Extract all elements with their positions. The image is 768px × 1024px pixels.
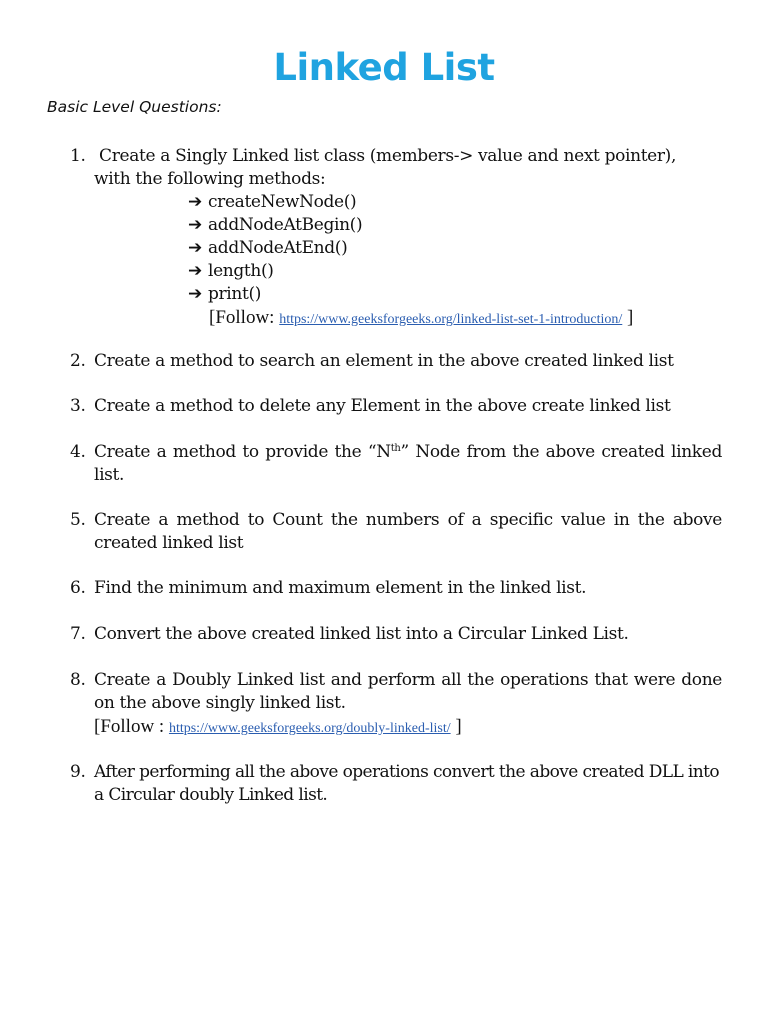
method-item xyxy=(188,237,347,260)
question-text xyxy=(94,145,722,191)
question-number: 2. xyxy=(70,351,86,371)
question-number: 3. xyxy=(70,396,86,416)
question-5 xyxy=(70,509,722,555)
method-name: createNewNode() xyxy=(208,192,357,212)
right-arrow-icon: ➔ xyxy=(188,192,202,212)
question-8 xyxy=(70,669,722,715)
question-text: Create a method to delete any Element in the above create linked list xyxy=(94,396,671,416)
question-6 xyxy=(70,577,722,600)
method-item xyxy=(188,191,356,214)
follow-suffix: ] xyxy=(450,716,462,737)
method-item xyxy=(188,260,274,283)
question-text: After performing all the above operations convert the above created DLL into a Circular doubly Linked list. xyxy=(94,762,719,805)
question-number: 6. xyxy=(70,578,86,598)
question-text-line: Create a Singly Linked list class (members-> value and next pointer), xyxy=(94,146,676,166)
reference-link[interactable]: https://www.geeksforgeeks.org/doubly-linked-list/ xyxy=(168,721,451,736)
reference-link[interactable]: https://www.geeksforgeeks.org/linked-list-set-1-introduction/ xyxy=(279,312,623,327)
method-name: addNodeAtBegin() xyxy=(208,215,363,235)
method-name: length() xyxy=(208,261,274,281)
question-text: Create a Doubly Linked list and perform all the operations that were done on the above singly linked list. xyxy=(94,670,722,713)
method-name: print() xyxy=(208,284,262,304)
follow-prefix: [Follow : xyxy=(94,716,169,737)
question-3 xyxy=(70,395,722,418)
question-number: 1. xyxy=(70,146,86,166)
question-text-line: with the following methods: xyxy=(94,169,326,189)
question-number: 9. xyxy=(70,762,86,782)
superscript: th xyxy=(390,443,401,454)
page-title: Linked List xyxy=(273,46,495,89)
question-1 xyxy=(70,145,722,191)
question-text-part: Create a method to provide the “N xyxy=(94,442,391,462)
follow-reference xyxy=(209,306,633,331)
question-9 xyxy=(70,761,722,807)
right-arrow-icon: ➔ xyxy=(188,238,202,258)
question-number: 5. xyxy=(70,510,86,530)
question-2 xyxy=(70,350,722,373)
method-item xyxy=(188,214,362,237)
follow-prefix: [Follow: xyxy=(209,307,280,328)
question-text: Create a method to search an element in the above created linked list xyxy=(94,351,674,371)
question-text: Convert the above created linked list into a Circular Linked List. xyxy=(94,624,629,644)
question-text: Create a method to Count the numbers of a specific value in the above created linked list xyxy=(94,510,722,553)
question-text-part: ” Node from the above created linked list. xyxy=(94,442,722,485)
right-arrow-icon: ➔ xyxy=(188,284,202,304)
follow-reference xyxy=(94,715,462,740)
section-subtitle: Basic Level Questions: xyxy=(47,98,222,116)
question-number: 7. xyxy=(70,624,86,644)
question-text: Find the minimum and maximum element in the linked list. xyxy=(94,578,587,598)
question-number: 4. xyxy=(70,442,86,462)
question-text xyxy=(94,441,722,487)
right-arrow-icon: ➔ xyxy=(188,261,202,281)
right-arrow-icon: ➔ xyxy=(188,215,202,235)
question-number: 8. xyxy=(70,670,86,690)
follow-suffix: ] xyxy=(622,307,634,328)
question-7 xyxy=(70,623,722,646)
method-item xyxy=(188,283,261,306)
method-name: addNodeAtEnd() xyxy=(208,238,348,258)
question-4 xyxy=(70,441,722,487)
